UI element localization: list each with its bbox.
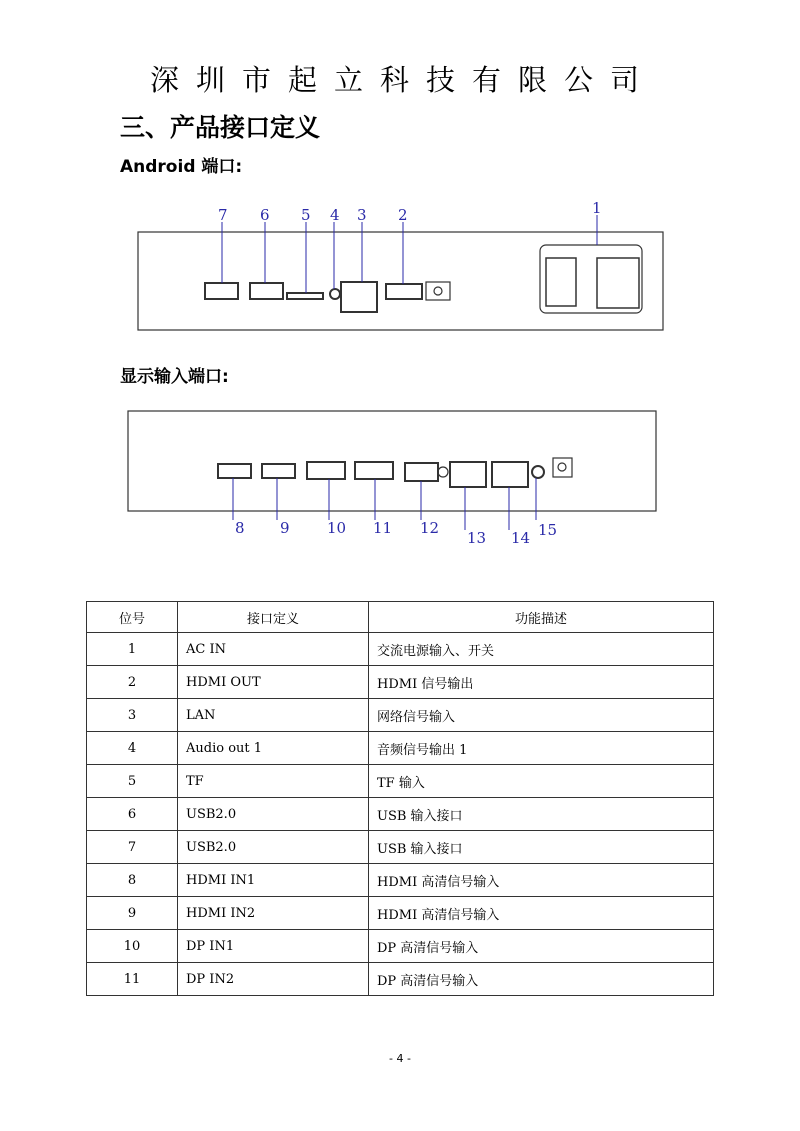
cell-index: 4 xyxy=(87,732,178,765)
cell-index: 1 xyxy=(87,633,178,666)
usb-port-7 xyxy=(205,283,238,299)
cell-index: 3 xyxy=(87,699,178,732)
cell-description: HDMI 信号输出 xyxy=(369,666,714,699)
callout-2: 2 xyxy=(398,206,408,224)
usb-port-6 xyxy=(250,283,283,299)
callout-4: 4 xyxy=(330,206,340,224)
callout-10: 10 xyxy=(327,519,347,537)
callout-6: 6 xyxy=(260,206,270,224)
cell-interface: DP IN1 xyxy=(178,930,369,963)
table-row xyxy=(87,732,714,765)
cell-interface: AC IN xyxy=(178,633,369,666)
cell-description: HDMI 高清信号输入 xyxy=(369,864,714,897)
cell-description: DP 高清信号输入 xyxy=(369,930,714,963)
dp-in1-port xyxy=(307,462,345,479)
callout-9: 9 xyxy=(280,519,290,537)
hdmi-in2-port xyxy=(262,464,295,478)
usb-port-12 xyxy=(405,463,438,481)
company-header: 深圳市起立科技有限公司 xyxy=(150,63,657,97)
section-title: 三、产品接口定义 xyxy=(120,113,321,142)
header-interface: 接口定义 xyxy=(178,602,369,633)
cell-index: 7 xyxy=(87,831,178,864)
cell-description: DP 高清信号输入 xyxy=(369,963,714,996)
lan-port-14 xyxy=(492,462,528,487)
cell-interface: Audio out 1 xyxy=(178,732,369,765)
hdmi-out-port xyxy=(386,284,422,299)
cell-description: TF 输入 xyxy=(369,765,714,798)
cell-interface: DP IN2 xyxy=(178,963,369,996)
cell-index: 6 xyxy=(87,798,178,831)
dc-jack xyxy=(426,282,450,300)
cell-description: 音频信号输出 1 xyxy=(369,732,714,765)
display-panel-diagram xyxy=(128,411,656,530)
callout-14: 14 xyxy=(511,529,531,547)
tf-slot xyxy=(287,293,323,299)
cell-description: USB 输入接口 xyxy=(369,798,714,831)
cell-index: 10 xyxy=(87,930,178,963)
cell-interface: HDMI IN2 xyxy=(178,897,369,930)
cell-index: 5 xyxy=(87,765,178,798)
table-row xyxy=(87,666,714,699)
callout-7: 7 xyxy=(218,206,228,224)
table-row xyxy=(87,765,714,798)
dc-jack-display xyxy=(553,458,572,477)
callout-5: 5 xyxy=(301,206,311,224)
table-row xyxy=(87,831,714,864)
cell-interface: USB2.0 xyxy=(178,831,369,864)
table-header-row xyxy=(87,602,714,633)
cell-description: USB 输入接口 xyxy=(369,831,714,864)
table-row xyxy=(87,864,714,897)
lan-port-3 xyxy=(341,282,377,312)
cell-interface: TF xyxy=(178,765,369,798)
header-description: 功能描述 xyxy=(369,602,714,633)
hdmi-in1-port xyxy=(218,464,251,478)
callout-15: 15 xyxy=(538,521,558,539)
cell-interface: HDMI IN1 xyxy=(178,864,369,897)
callout-8: 8 xyxy=(235,519,245,537)
cell-interface: LAN xyxy=(178,699,369,732)
table-row xyxy=(87,930,714,963)
android-callouts xyxy=(218,199,602,224)
cell-index: 9 xyxy=(87,897,178,930)
cell-description: 网络信号输入 xyxy=(369,699,714,732)
callout-3: 3 xyxy=(357,206,367,224)
power-switch xyxy=(546,258,576,306)
dp-in2-port xyxy=(355,462,393,479)
android-panel-diagram xyxy=(138,215,663,330)
table-row xyxy=(87,963,714,996)
audio-jack-15 xyxy=(532,466,544,478)
cell-interface: HDMI OUT xyxy=(178,666,369,699)
table-row xyxy=(87,633,714,666)
ac-inlet xyxy=(540,245,642,313)
table-row xyxy=(87,897,714,930)
cell-description: HDMI 高清信号输入 xyxy=(369,897,714,930)
audio-jack xyxy=(330,289,340,299)
cell-description: 交流电源输入、开关 xyxy=(369,633,714,666)
cell-index: 11 xyxy=(87,963,178,996)
callout-13: 13 xyxy=(467,529,487,547)
header-index: 位号 xyxy=(87,602,178,633)
cell-index: 2 xyxy=(87,666,178,699)
callout-1: 1 xyxy=(592,199,602,217)
callout-11: 11 xyxy=(373,519,393,537)
android-ports-title: Android 端口: xyxy=(120,157,243,177)
table-row xyxy=(87,699,714,732)
cell-index: 8 xyxy=(87,864,178,897)
lan-port-13 xyxy=(450,462,486,487)
cell-interface: USB2.0 xyxy=(178,798,369,831)
interface-table xyxy=(86,601,714,996)
display-ports-title: 显示输入端口: xyxy=(120,367,229,387)
page-number: - 4 - xyxy=(389,1052,411,1065)
callout-12: 12 xyxy=(420,519,440,537)
table-row xyxy=(87,798,714,831)
